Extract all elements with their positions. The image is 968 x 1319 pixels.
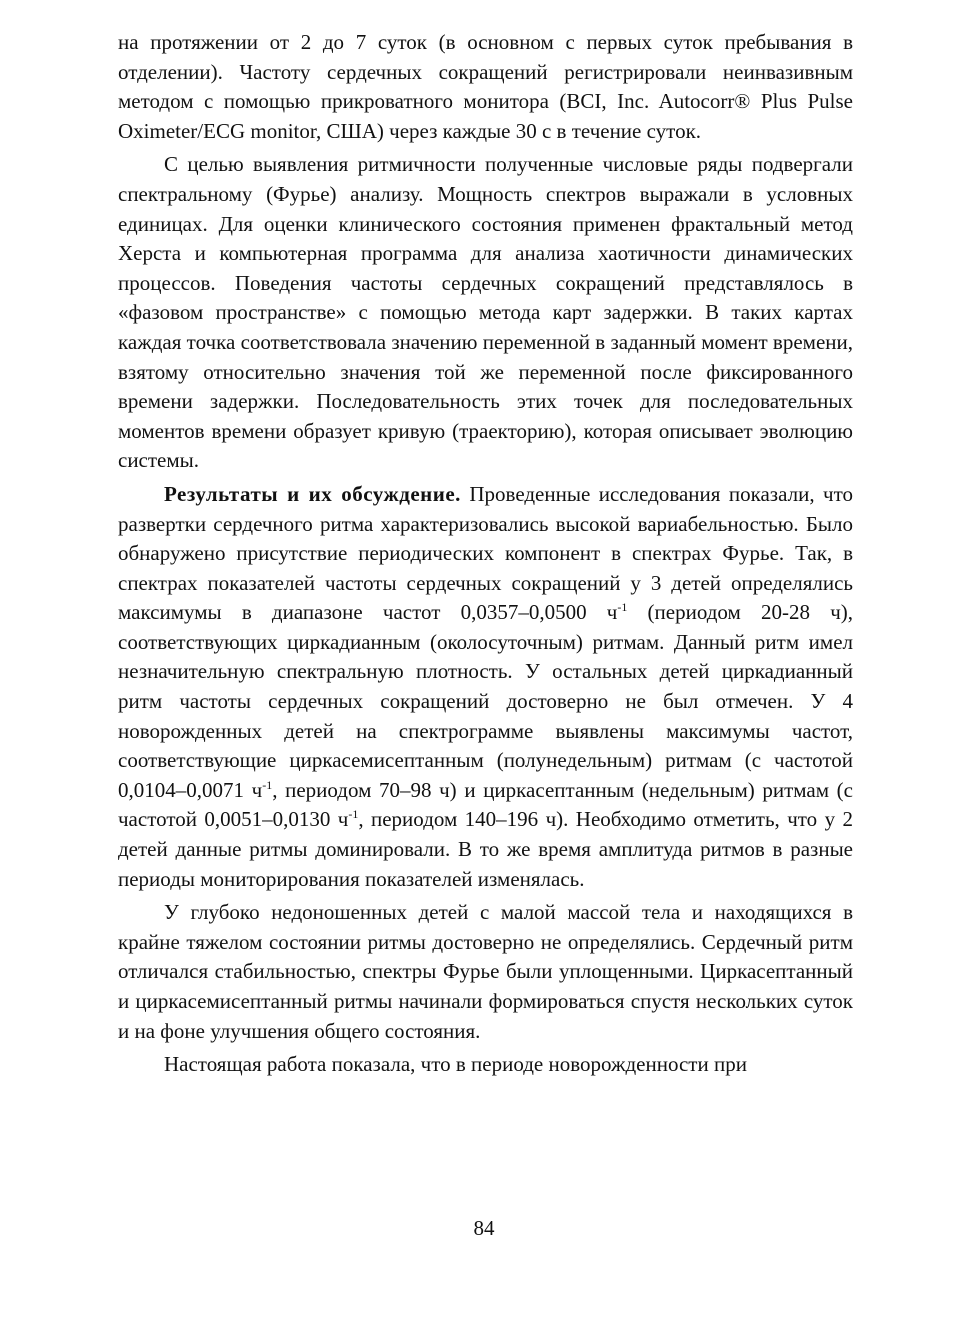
document-body [118, 28, 853, 1080]
results-text-part-1: Проведенные исследования показали, что развертки сердечного ритма характеризовались высокой вариабельностью. Было обнаружено присутствие периодических компонент в спектрах Фурье. Так, в спектрах показателей частоты сердечных сокращений у 3 детей определялись максимумы в диапазоне частот 0,0357–0,0500 ч [118, 481, 853, 625]
results-text-part-4: , периодом 140–196 ч). Необходимо отметить, что у 2 детей данные ритмы доминировали. В то же время амплитуда ритмов в разные периоды мониторирования показателей изменялась. [118, 807, 853, 891]
paragraph-results [118, 480, 853, 894]
section-heading-results: Результаты и их обсуждение. [164, 481, 461, 506]
paragraph-spectral-analysis: С целью выявления ритмичности полученные числовые ряды подвергали спектральному (Фурье) анализу. Мощность спектров выражали в условных единицах. Для оценки клинического состояния применен фрактальный метод Херста и компьютерная программа для анализа хаотичности динамических процессов. Поведения частоты сердечных сокращений представлялось в «фазовом пространстве» с помощью метода карт задержки. В таких картах каждая точка соответствовала значению переменной в заданный момент времени, взятому относительно значения той же переменной после фиксированного времени задержки. Последовательность этих точек для последовательных моментов времени образует кривую (траекторию), которая описывает эволюцию системы. [118, 152, 853, 473]
paragraph-conclusion-start: Настоящая работа показала, что в периоде новорожденности при [164, 1052, 747, 1077]
results-text-part-3: , периодом 70–98 ч) и циркасептанным (недельным) ритмам (с частотой 0,0051–0,0130 ч [118, 777, 853, 832]
page-number: 84 [473, 1216, 495, 1240]
superscript-exponent: -1 [348, 807, 359, 822]
superscript-exponent: -1 [262, 777, 273, 792]
paragraph-methods-continued: на протяжении от 2 до 7 суток (в основном с первых суток пребывания в отделении). Частоту сердечных сокращений регистрировали неинвазивным методом с помощью прикроватного монитора (BCI, Inc. Autocorr® Plus Pulse Oximeter/ECG monitor, США) через каждые 30 с в течение суток. [118, 30, 853, 143]
paragraph-premature-infants: У глубоко недоношенных детей с малой массой тела и находящихся в крайне тяжелом состоянии ритмы достоверно не определялись. Сердечный ритм отличался стабильностью, спектры Фурье были уплощенными. Циркасептанный и циркасемисептанный ритмы начинали формироваться спустя нескольких суток и на фоне улучшения общего состояния. [118, 900, 853, 1043]
results-text-part-2: (периодом 20-28 ч), соответствующих циркадианным (околосуточным) ритмам. Данный ритм имел незначительную спектральную плотность. У остальных детей циркадианный ритм частоты сердечных сокращений достоверно не был отмечен. У 4 новорожденных детей на спектрограмме выявлены максимумы частот, соответствующие циркасемисептанным (полунедельным) ритмам (с частотой 0,0104–0,0071 ч [118, 600, 853, 802]
superscript-exponent: -1 [617, 600, 628, 615]
